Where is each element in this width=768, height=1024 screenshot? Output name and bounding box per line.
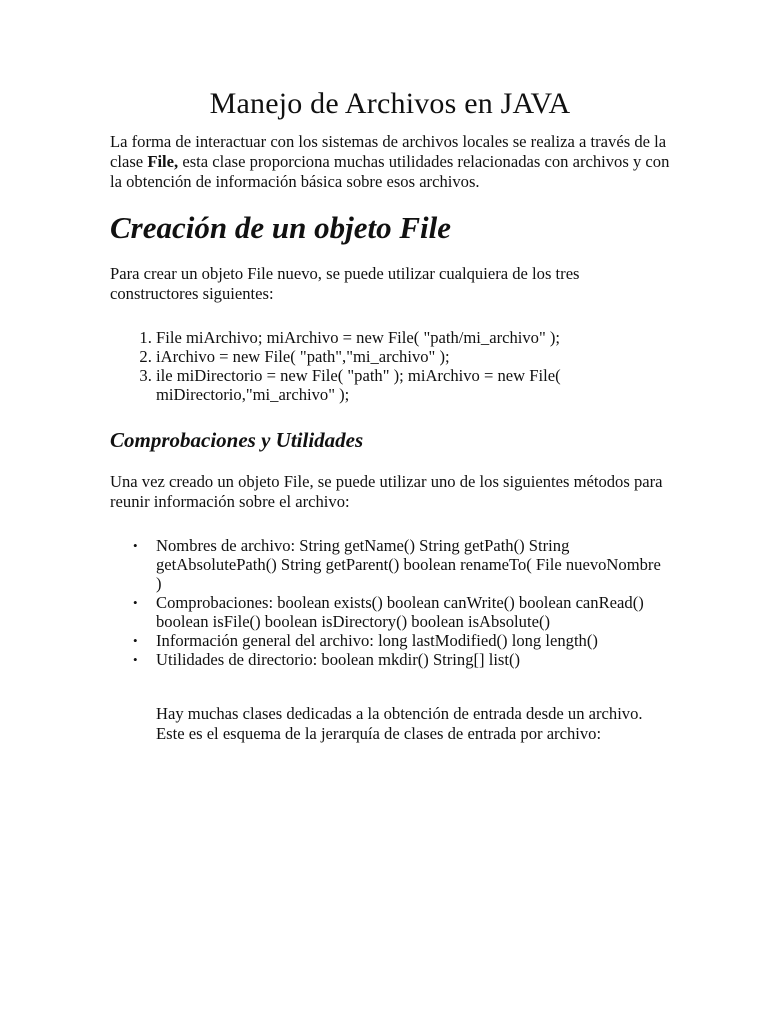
method-item-text: Nombres de archivo: String getName() String getPath() String getAbsolutePath() String getParent() boolean renameTo( File nuevoNombre ) — [156, 536, 661, 593]
intro-text-after: esta clase proporciona muchas utilidades relacionadas con archivos y con la obtención de información básica sobre esos archivos. — [110, 152, 670, 191]
checks-paragraph: Una vez creado un objeto File, se puede utilizar uno de los siguientes métodos para reunir información sobre el archivo: — [110, 472, 663, 511]
constructor-list — [110, 328, 670, 404]
constructor-item: 2. iArchivo = new File( "path","mi_archivo" ); — [156, 347, 670, 366]
document-content — [110, 82, 670, 744]
closing-paragraph: Hay muchas clases dedicadas a la obtención de entrada desde un archivo. Este es el esquema de la jerarquía de clases de entrada por archivo: — [156, 704, 643, 743]
method-item — [133, 593, 670, 631]
method-item — [133, 631, 670, 650]
intro-paragraph — [110, 132, 670, 192]
method-item-text: Utilidades de directorio: boolean mkdir() String[] list() — [156, 650, 521, 669]
method-item-text: Comprobaciones: boolean exists() boolean canWrite() boolean canRead() boolean isFile() boolean isDirectory() boolean isAbsolute() — [156, 593, 644, 631]
bullet-icon: • — [133, 595, 138, 610]
creation-paragraph: Para crear un objeto File nuevo, se puede utilizar cualquiera de los tres constructores siguientes: — [110, 264, 580, 303]
method-item — [133, 650, 670, 669]
section-heading-checks: Comprobaciones y Utilidades — [110, 428, 364, 452]
bullet-icon: • — [133, 652, 138, 667]
bullet-icon: • — [133, 633, 138, 648]
bullet-icon: • — [133, 538, 138, 553]
method-item-text: Información general del archivo: long lastModified() long length() — [156, 631, 598, 650]
document-title: Manejo de Archivos en JAVA — [209, 87, 571, 120]
constructor-item: 1. File miArchivo; miArchivo = new File( "path/mi_archivo" ); — [156, 328, 670, 347]
intro-text-before: La forma de interactuar con los sistemas de archivos locales se realiza a través de la clase — [110, 132, 667, 171]
intro-bold-file: File, — [147, 152, 179, 171]
constructor-item: 3. ile miDirectorio = new File( "path" ); miArchivo = new File( miDirectorio,"mi_archivo" ); — [156, 366, 670, 404]
method-item — [133, 536, 670, 593]
section-heading-creation: Creación de un objeto File — [110, 210, 451, 245]
methods-list — [110, 536, 670, 669]
